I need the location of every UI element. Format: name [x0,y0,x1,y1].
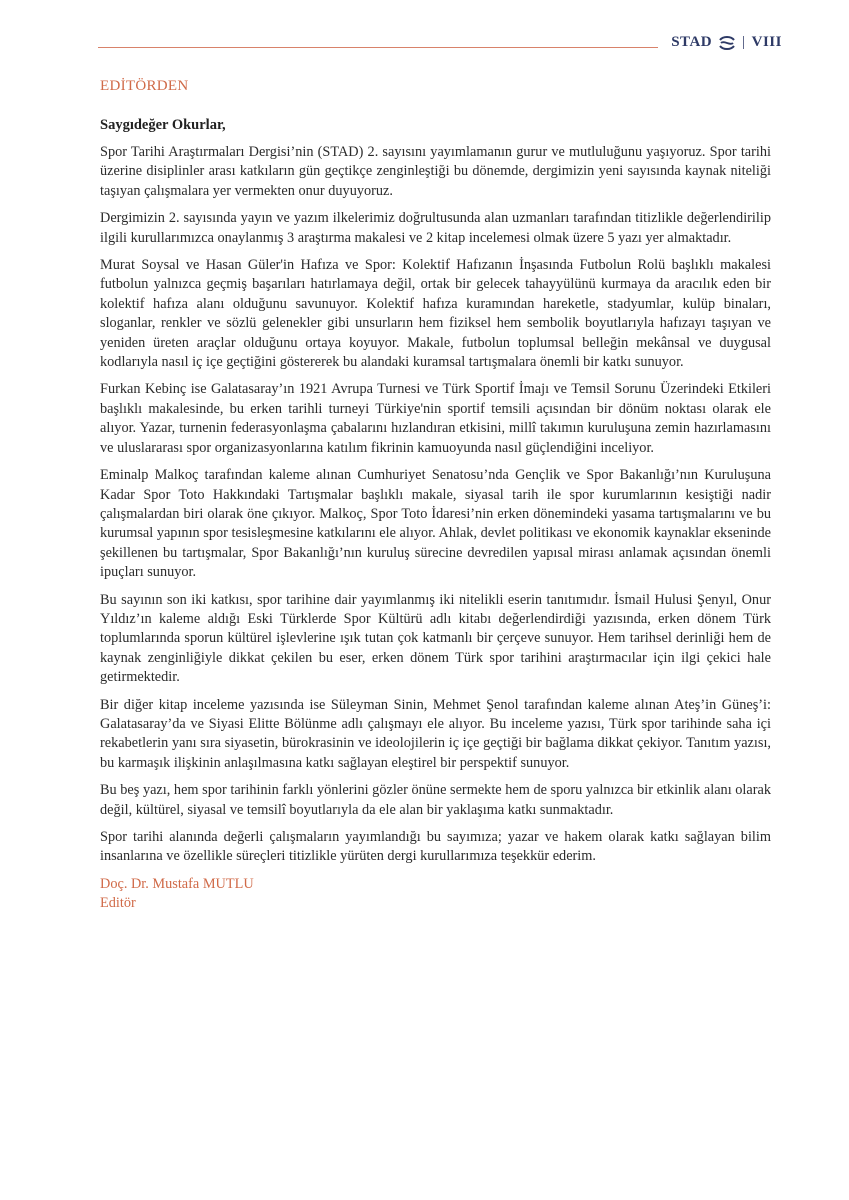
paragraph: Murat Soysal ve Hasan Güler'in Hafıza ve Spor: Kolektif Hafızanın İnşasında Futbolun Rolü başlıklı makalesi futbolun yalnızca geçmiş başarıları hatırlamaya değil, ortak bir gelecek tahayyülünü kurmaya da aracılık eden bir kolektif hafıza alanı olduğunu savunuyor. Kolektif hafıza kuramından hareketle, stadyumlar, kulüp binaları, sloganlar, renkler ve sözlü gelenekler gibi unsurların hem fiziksel hem sembolik boyutlarıyla hafızayı taşıyan ve yeniden üreten araçlar olduğunu ortaya koyuyor. Makale, futbolun toplumsal belleğin mekânsal ve duygusal kodlarıyla nasıl iç içe geçtiğini göstererek bu alandaki kuramsal tartışmalara önemli bir katkı sunuyor. [100,257,771,371]
brand-separator: | [742,34,746,50]
paragraph: Eminalp Malkoç tarafından kaleme alınan Cumhuriyet Senatosu’nda Gençlik ve Spor Bakanlığı’nın Kuruluşuna Kadar Spor Toto Hakkındaki Tartışmalar başlıklı makale, siyasal tarih ile spor kurumlarının kesiştiği nadir çalışmalardan biri olarak öne çıkıyor. Malkoç, Spor Toto İdaresi’nin erken dönemindeki yasama tartışmalarını ve bu kurumsal yapının spor tesisleşmesine katkılarını ele alıyor. Ahlak, devlet politikası ve ekonomik kaynaklar ekseninde şekillenen bu tartışmalar, Spor Bakanlığı’nın kuruluş sürecine devredilen yapısal mirası anlamak açısından önemli ipuçları sunuyor. [100,467,771,581]
paragraph: Dergimizin 2. sayısında yayın ve yazım ilkelerimiz doğrultusunda alan uzmanları tarafından titizlikle değerlendirilip ilgili kurullarımızca onaylanmış 3 araştırma makalesi ve 2 kitap incelemesi olmak üzere 5 yazı yer almaktadır. [100,210,771,246]
paragraph: Bir diğer kitap inceleme yazısında ise Süleyman Sinin, Mehmet Şenol tarafından kaleme alınan Ateş’in Güneş’i: Galatasaray’da ve Siyasi Elitte Bölünme adlı çalışmayı ele alıyor. Bu inceleme yazısı, Türk spor tarihinde saha içi rekabetlerin yanı sıra siyasetin, bürokrasinin ve ideolojilerin iç içe geçtiği bir bağlama dikkat çekiyor. Tanıtım yazısı, bu karmaşık ilişkinin anlaşılmasına katkı sağlayan eleştirel bir perspektif sunuyor. [100,696,771,771]
page-header [98,30,782,54]
header-rule [98,47,658,48]
brand-name: STAD [671,34,713,50]
signature-role: Editör [100,894,136,911]
editorial-content [100,78,771,913]
stad-logo-icon [718,36,736,50]
paragraph: Spor Tarihi Araştırmaları Dergisi’nin (STAD) 2. sayısını yayımlamanın gurur ve mutluluğunu yaşıyoruz. Spor tarihi üzerine disiplinler arası katkıların gün geçtikçe zenginleştiği bu dönemde, dergimizin yeni sayısında kaynak niteliği taşıyan çalışmalara yer vermekten onur duyuyoruz. [100,144,771,199]
page-number: VIII [751,34,782,50]
paragraph: Bu sayının son iki katkısı, spor tarihine dair yayımlanmış iki nitelikli eserin tanıtımıdır. İsmail Hulusi Şenyıl, Onur Yıldız’ın kaleme aldığı Eski Türklerde Spor Kültürü adlı kitabı değerlendirdiği yazısında, erken dönem Türk toplumlarında sporun kültürel işlevlerine ışık tutan çok katmanlı bir çerçeve sunuyor. Hem tarihsel derinliği hem de kaynak zenginliğiyle dikkat çekilen bu eser, erken dönem Türk spor tarihini araştırmacılar için ilgi çekici hale getirmektedir. [100,591,771,686]
signature-block [100,875,771,913]
paragraph: Spor tarihi alanında değerli çalışmaların yayımlandığı bu sayımıza; yazar ve hakem olarak katkı sağlayan bilim insanlarına ve özellikle süreçleri titizlikle yürüten dergi kurullarımıza teşekkür ederim. [100,829,771,865]
paragraph: Furkan Kebinç ise Galatasaray’ın 1921 Avrupa Turnesi ve Türk Sportif İmajı ve Temsil Sorunu Üzerindeki Etkileri başlıklı makalesinde, bu erken tarihli turneyi Türkiye'nin sportif temsili açısından bir dönüm noktası olarak ele alıyor. Yazar, turnenin federasyonlaşma çabalarını hızlandıran etkisini, millî takımın kuruluşuna zemin hazırlamasını ve uluslararası spor organizasyonlarına katılım fikrinin kamuoyunda nasıl güçlendiğini inceliyor. [100,381,771,456]
section-title: EDİTÖRDEN [100,78,189,94]
greeting: Saygıdeğer Okurlar, [100,117,226,133]
paragraph: Bu beş yazı, hem spor tarihinin farklı yönlerini gözler önüne sermekte hem de sporu yalnızca bir etkinlik alanı olarak değil, kültürel, siyasal ve temsilî boyutlarıyla da ele alan bir yaklaşıma katkı sunmaktadır. [100,782,771,818]
journal-brand [671,34,782,51]
signature-name: Doç. Dr. Mustafa MUTLU [100,875,254,892]
